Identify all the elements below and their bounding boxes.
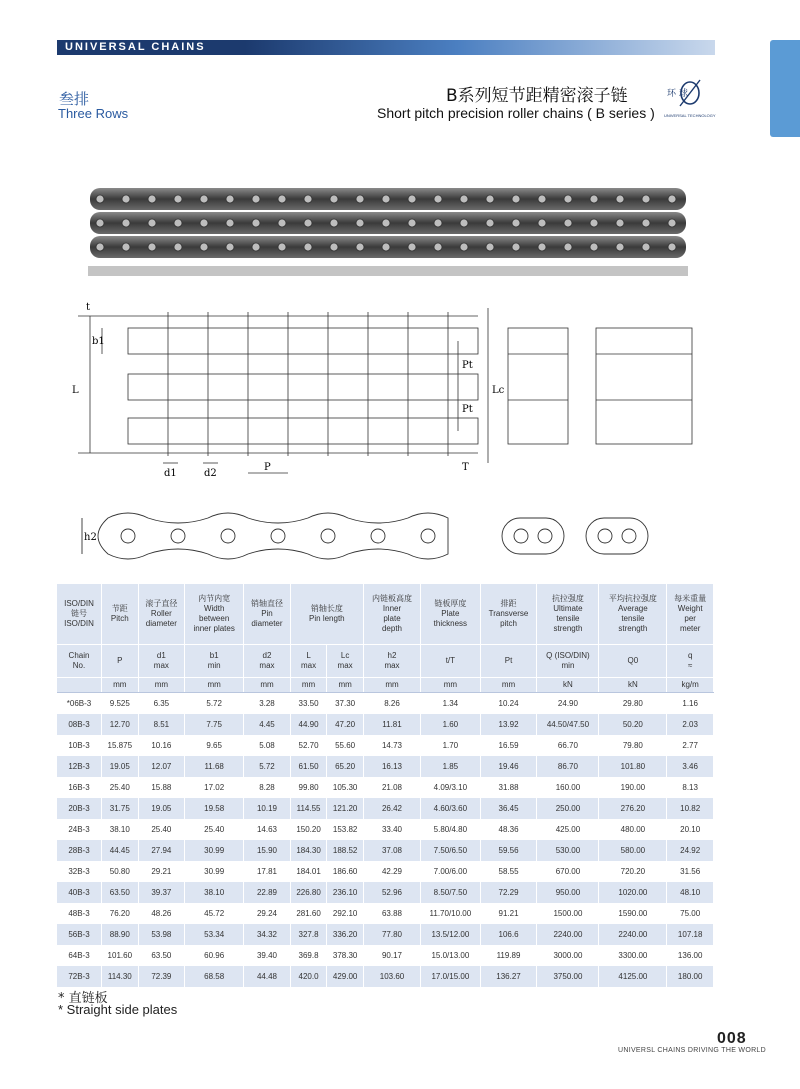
table-cell: 10.16 [138, 735, 185, 756]
chain-side-view [78, 508, 718, 564]
table-row [57, 777, 714, 798]
table-cell: 226.80 [290, 882, 327, 903]
rows-title-en: Three Rows [58, 106, 129, 121]
table-cell: 6.35 [138, 693, 185, 715]
sym-d2: d2 max [244, 645, 291, 678]
dim-t-label: t [86, 302, 91, 313]
table-cell: 11.68 [185, 756, 244, 777]
table-cell: 19.46 [480, 756, 537, 777]
table-cell: 8.13 [667, 777, 714, 798]
header-row [57, 584, 714, 645]
table-row [57, 903, 714, 924]
chain-no-cell: 10B-3 [57, 735, 102, 756]
table-row [57, 945, 714, 966]
header-pin-length: 销轴长度 Pin length [290, 584, 363, 645]
dim-d2-label: d2 [204, 468, 217, 479]
sym-q0: Q0 [599, 645, 667, 678]
table-cell: 15.90 [244, 840, 291, 861]
chain-no-cell: 32B-3 [57, 861, 102, 882]
dim-t-upper-label: T [462, 462, 469, 473]
table-cell: 17.81 [244, 861, 291, 882]
table-cell: 21.08 [363, 777, 420, 798]
table-cell: 33.50 [290, 693, 327, 715]
chain-no-cell: 64B-3 [57, 945, 102, 966]
header-average-strength: 平均抗拉强度 Average tensile strength [599, 584, 667, 645]
table-row [57, 798, 714, 819]
table-row [57, 966, 714, 987]
table-cell: 37.08 [363, 840, 420, 861]
table-cell: 281.60 [290, 903, 327, 924]
table-cell: 15.88 [138, 777, 185, 798]
table-cell: 47.20 [327, 714, 364, 735]
table-cell: 31.56 [667, 861, 714, 882]
chain-no-cell: 40B-3 [57, 882, 102, 903]
footer-slogan: UNIVERSL CHAINS DRIVING THE WORLD [618, 1047, 766, 1054]
table-cell: 950.00 [537, 882, 599, 903]
table-cell: 16.13 [363, 756, 420, 777]
sym-weight: q ≈ [667, 645, 714, 678]
table-cell: 26.42 [363, 798, 420, 819]
table-cell: 31.75 [102, 798, 139, 819]
table-cell: 86.70 [537, 756, 599, 777]
table-cell: 7.50/6.50 [421, 840, 480, 861]
table-cell: 136.27 [480, 966, 537, 987]
chain-no-cell: 56B-3 [57, 924, 102, 945]
dim-pt2-label: Pt [462, 404, 473, 415]
table-row [57, 861, 714, 882]
table-cell: 14.73 [363, 735, 420, 756]
table-cell: 369.8 [290, 945, 327, 966]
table-cell: 429.00 [327, 966, 364, 987]
table-cell: 38.10 [102, 819, 139, 840]
table-cell: 30.99 [185, 861, 244, 882]
table-cell: 236.10 [327, 882, 364, 903]
table-cell: 7.00/6.00 [421, 861, 480, 882]
table-cell: 48.36 [480, 819, 537, 840]
header-ultimate-strength: 抗拉强度 Ultimate tensile strength [537, 584, 599, 645]
table-cell: 42.29 [363, 861, 420, 882]
dim-d1-label: d1 [164, 468, 177, 479]
table-cell: 7.75 [185, 714, 244, 735]
table-cell: 25.40 [185, 819, 244, 840]
table-cell: 480.00 [599, 819, 667, 840]
dim-lc-label: Lc [492, 385, 505, 396]
table-cell: 4.45 [244, 714, 291, 735]
table-cell: 91.21 [480, 903, 537, 924]
product-title-en: Short pitch precision roller chains ( B series ) [377, 105, 655, 121]
table-cell: 90.17 [363, 945, 420, 966]
table-cell: 39.37 [138, 882, 185, 903]
table-cell: 20.10 [667, 819, 714, 840]
dim-pt1-label: Pt [462, 360, 473, 371]
table-row [57, 882, 714, 903]
unit-cell: mm [185, 678, 244, 693]
table-cell: 101.60 [102, 945, 139, 966]
table-cell: 4.60/3.60 [421, 798, 480, 819]
table-cell: 107.18 [667, 924, 714, 945]
table-cell: 19.05 [138, 798, 185, 819]
note-straight-plates-en: * Straight side plates [58, 1002, 178, 1017]
table-cell: 29.80 [599, 693, 667, 715]
table-cell: 190.00 [599, 777, 667, 798]
table-cell: 17.02 [185, 777, 244, 798]
brand-bar-gradient [245, 40, 715, 55]
table-cell: 670.00 [537, 861, 599, 882]
table-cell: 5.08 [244, 735, 291, 756]
table-cell: 48.10 [667, 882, 714, 903]
table-cell: 59.56 [480, 840, 537, 861]
table-cell: 1.34 [421, 693, 480, 715]
spec-table-body [57, 693, 714, 988]
table-cell: 72.39 [138, 966, 185, 987]
table-cell: 150.20 [290, 819, 327, 840]
chain-no-cell: 08B-3 [57, 714, 102, 735]
table-cell: 121.20 [327, 798, 364, 819]
table-cell: 3.46 [667, 756, 714, 777]
sym-l: L max [290, 645, 327, 678]
table-cell: 136.00 [667, 945, 714, 966]
chain-no-cell: 24B-3 [57, 819, 102, 840]
table-cell: 63.50 [102, 882, 139, 903]
table-cell: 24.92 [667, 840, 714, 861]
dim-h2-label: h2 [84, 532, 97, 543]
sym-p: P [102, 645, 139, 678]
table-cell: 114.55 [290, 798, 327, 819]
table-cell: 10.82 [667, 798, 714, 819]
table-cell: 19.05 [102, 756, 139, 777]
table-cell: 186.60 [327, 861, 364, 882]
unit-row [57, 678, 714, 693]
table-cell: 29.24 [244, 903, 291, 924]
table-cell: 76.20 [102, 903, 139, 924]
table-cell: 13.92 [480, 714, 537, 735]
unit-cell: kg/m [667, 678, 714, 693]
logo-subtext: UNIVERSAL TECHNOLOGY [664, 113, 716, 118]
table-cell: 52.96 [363, 882, 420, 903]
table-cell: 8.51 [138, 714, 185, 735]
table-row [57, 819, 714, 840]
table-cell: 4125.00 [599, 966, 667, 987]
header-roller-diameter: 滚子直径 Roller diameter [138, 584, 185, 645]
table-cell: 12.70 [102, 714, 139, 735]
header-inner-width: 内节内宽 Width between inner plates [185, 584, 244, 645]
header-plate-depth: 内链板高度 Inner plate depth [363, 584, 420, 645]
table-cell: 50.80 [102, 861, 139, 882]
table-cell: 336.20 [327, 924, 364, 945]
table-cell: 5.72 [185, 693, 244, 715]
table-cell: 13.5/12.00 [421, 924, 480, 945]
table-cell: 9.525 [102, 693, 139, 715]
spec-table-header [57, 584, 714, 693]
table-cell: 55.60 [327, 735, 364, 756]
table-cell: 63.50 [138, 945, 185, 966]
table-cell: 63.88 [363, 903, 420, 924]
chain-no-cell: 28B-3 [57, 840, 102, 861]
table-cell: 1.60 [421, 714, 480, 735]
table-cell: 2240.00 [599, 924, 667, 945]
chain-no-cell: 20B-3 [57, 798, 102, 819]
table-cell: 11.70/10.00 [421, 903, 480, 924]
table-cell: 3000.00 [537, 945, 599, 966]
table-cell: 106.6 [480, 924, 537, 945]
table-cell: 37.30 [327, 693, 364, 715]
brand-bar [57, 40, 715, 55]
table-cell: 50.20 [599, 714, 667, 735]
table-cell: 15.0/13.00 [421, 945, 480, 966]
table-cell: 24.90 [537, 693, 599, 715]
table-cell: 580.00 [599, 840, 667, 861]
unit-cell: kN [599, 678, 667, 693]
unit-cell: kN [537, 678, 599, 693]
table-cell: 99.80 [290, 777, 327, 798]
unit-cell: mm [290, 678, 327, 693]
unit-cell: mm [102, 678, 139, 693]
table-cell: 65.20 [327, 756, 364, 777]
table-cell: 11.81 [363, 714, 420, 735]
table-cell: 1.85 [421, 756, 480, 777]
chain-no-cell: 72B-3 [57, 966, 102, 987]
chain-no-cell: *06B-3 [57, 693, 102, 715]
table-row [57, 924, 714, 945]
spec-table [57, 584, 714, 987]
table-cell: 44.45 [102, 840, 139, 861]
table-cell: 4.09/3.10 [421, 777, 480, 798]
table-row [57, 714, 714, 735]
dim-b1-label: b1 [92, 336, 105, 347]
table-cell: 188.52 [327, 840, 364, 861]
table-cell: 34.32 [244, 924, 291, 945]
table-cell: 1590.00 [599, 903, 667, 924]
unit-cell: mm [327, 678, 364, 693]
table-cell: 1.16 [667, 693, 714, 715]
table-cell: 14.63 [244, 819, 291, 840]
table-cell: 52.70 [290, 735, 327, 756]
table-cell: 276.20 [599, 798, 667, 819]
table-cell: 420.0 [290, 966, 327, 987]
table-cell: 1500.00 [537, 903, 599, 924]
table-cell: 327.8 [290, 924, 327, 945]
table-cell: 48.26 [138, 903, 185, 924]
rows-title-cn: 叁排 [59, 90, 90, 108]
table-cell: 44.48 [244, 966, 291, 987]
table-cell: 10.19 [244, 798, 291, 819]
table-cell: 36.45 [480, 798, 537, 819]
table-cell: 2240.00 [537, 924, 599, 945]
table-cell: 153.82 [327, 819, 364, 840]
table-cell: 33.40 [363, 819, 420, 840]
chain-no-cell: 16B-3 [57, 777, 102, 798]
section-side-tab[interactable] [770, 40, 800, 137]
table-cell: 3750.00 [537, 966, 599, 987]
sym-q: Q (ISO/DIN) min [537, 645, 599, 678]
sym-h2: h2 max [363, 645, 420, 678]
table-cell: 44.90 [290, 714, 327, 735]
chain-no-cell: 12B-3 [57, 756, 102, 777]
header-weight: 每米重量 Weight per meter [667, 584, 714, 645]
chain-dimension-drawing [68, 298, 728, 488]
table-cell: 180.00 [667, 966, 714, 987]
table-cell: 25.40 [102, 777, 139, 798]
sym-chain-no: Chain No. [57, 645, 102, 678]
unit-cell: mm [480, 678, 537, 693]
unit-cell: mm [363, 678, 420, 693]
table-cell: 5.80/4.80 [421, 819, 480, 840]
table-cell: 58.55 [480, 861, 537, 882]
table-cell: 3.28 [244, 693, 291, 715]
table-cell: 160.00 [537, 777, 599, 798]
table-cell: 2.03 [667, 714, 714, 735]
header-plate-thickness: 链板厚度 Plate thickness [421, 584, 480, 645]
table-cell: 1020.00 [599, 882, 667, 903]
table-cell: 25.40 [138, 819, 185, 840]
dim-l-label: L [72, 385, 79, 396]
table-cell: 8.50/7.50 [421, 882, 480, 903]
table-cell: 53.98 [138, 924, 185, 945]
table-cell: 378.30 [327, 945, 364, 966]
table-cell: 8.26 [363, 693, 420, 715]
brand-bar-label: UNIVERSAL CHAINS [57, 40, 245, 55]
dim-p-label: P [264, 462, 271, 473]
table-cell: 1.70 [421, 735, 480, 756]
chain-photo [88, 180, 688, 280]
table-cell: 720.20 [599, 861, 667, 882]
table-cell: 72.29 [480, 882, 537, 903]
note-straight-plates-cn: * 直链板 [58, 991, 108, 1006]
table-cell: 8.28 [244, 777, 291, 798]
header-pin-diameter: 销轴直径 Pin diameter [244, 584, 291, 645]
table-cell: 29.21 [138, 861, 185, 882]
table-cell: 184.30 [290, 840, 327, 861]
unit-cell: mm [421, 678, 480, 693]
table-cell: 12.07 [138, 756, 185, 777]
sym-b1: b1 min [185, 645, 244, 678]
table-cell: 425.00 [537, 819, 599, 840]
logo-text: 环 球 [667, 89, 688, 99]
unit-cell: mm [138, 678, 185, 693]
table-cell: 2.77 [667, 735, 714, 756]
table-cell: 38.10 [185, 882, 244, 903]
table-cell: 19.58 [185, 798, 244, 819]
sym-pt: Pt [480, 645, 537, 678]
table-cell: 15.875 [102, 735, 139, 756]
table-cell: 77.80 [363, 924, 420, 945]
table-row [57, 735, 714, 756]
table-cell: 119.89 [480, 945, 537, 966]
table-cell: 66.70 [537, 735, 599, 756]
table-cell: 184.01 [290, 861, 327, 882]
table-cell: 105.30 [327, 777, 364, 798]
table-cell: 103.60 [363, 966, 420, 987]
table-cell: 68.58 [185, 966, 244, 987]
universal-logo-icon [664, 76, 716, 120]
chain-no-cell: 48B-3 [57, 903, 102, 924]
page-number: 008 [717, 1030, 747, 1047]
table-cell: 114.30 [102, 966, 139, 987]
unit-cell [57, 678, 102, 693]
table-cell: 44.50/47.50 [537, 714, 599, 735]
header-pitch: 节距 Pitch [102, 584, 139, 645]
unit-cell: mm [244, 678, 291, 693]
table-cell: 5.72 [244, 756, 291, 777]
table-cell: 10.24 [480, 693, 537, 715]
table-cell: 79.80 [599, 735, 667, 756]
product-title-cn: B系列短节距精密滚子链 [446, 86, 628, 106]
header-transverse-pitch: 排距 Transverse pitch [480, 584, 537, 645]
table-cell: 53.34 [185, 924, 244, 945]
table-cell: 30.99 [185, 840, 244, 861]
table-row [57, 840, 714, 861]
table-cell: 250.00 [537, 798, 599, 819]
table-row [57, 756, 714, 777]
table-cell: 45.72 [185, 903, 244, 924]
table-cell: 16.59 [480, 735, 537, 756]
sym-d1: d1 max [138, 645, 185, 678]
table-cell: 60.96 [185, 945, 244, 966]
table-row [57, 693, 714, 715]
symbol-row [57, 645, 714, 678]
table-cell: 31.88 [480, 777, 537, 798]
sym-lc: Lc max [327, 645, 364, 678]
table-cell: 9.65 [185, 735, 244, 756]
straight-plate-mark: * [66, 698, 70, 708]
table-cell: 292.10 [327, 903, 364, 924]
sym-tt: t/T [421, 645, 480, 678]
table-cell: 3300.00 [599, 945, 667, 966]
table-cell: 27.94 [138, 840, 185, 861]
table-cell: 101.80 [599, 756, 667, 777]
table-cell: 39.40 [244, 945, 291, 966]
table-cell: 22.89 [244, 882, 291, 903]
table-cell: 88.90 [102, 924, 139, 945]
table-cell: 17.0/15.00 [421, 966, 480, 987]
table-cell: 75.00 [667, 903, 714, 924]
header-chain-no: ISO/DIN 链号 ISO/DIN [57, 584, 102, 645]
table-cell: 530.00 [537, 840, 599, 861]
table-cell: 61.50 [290, 756, 327, 777]
